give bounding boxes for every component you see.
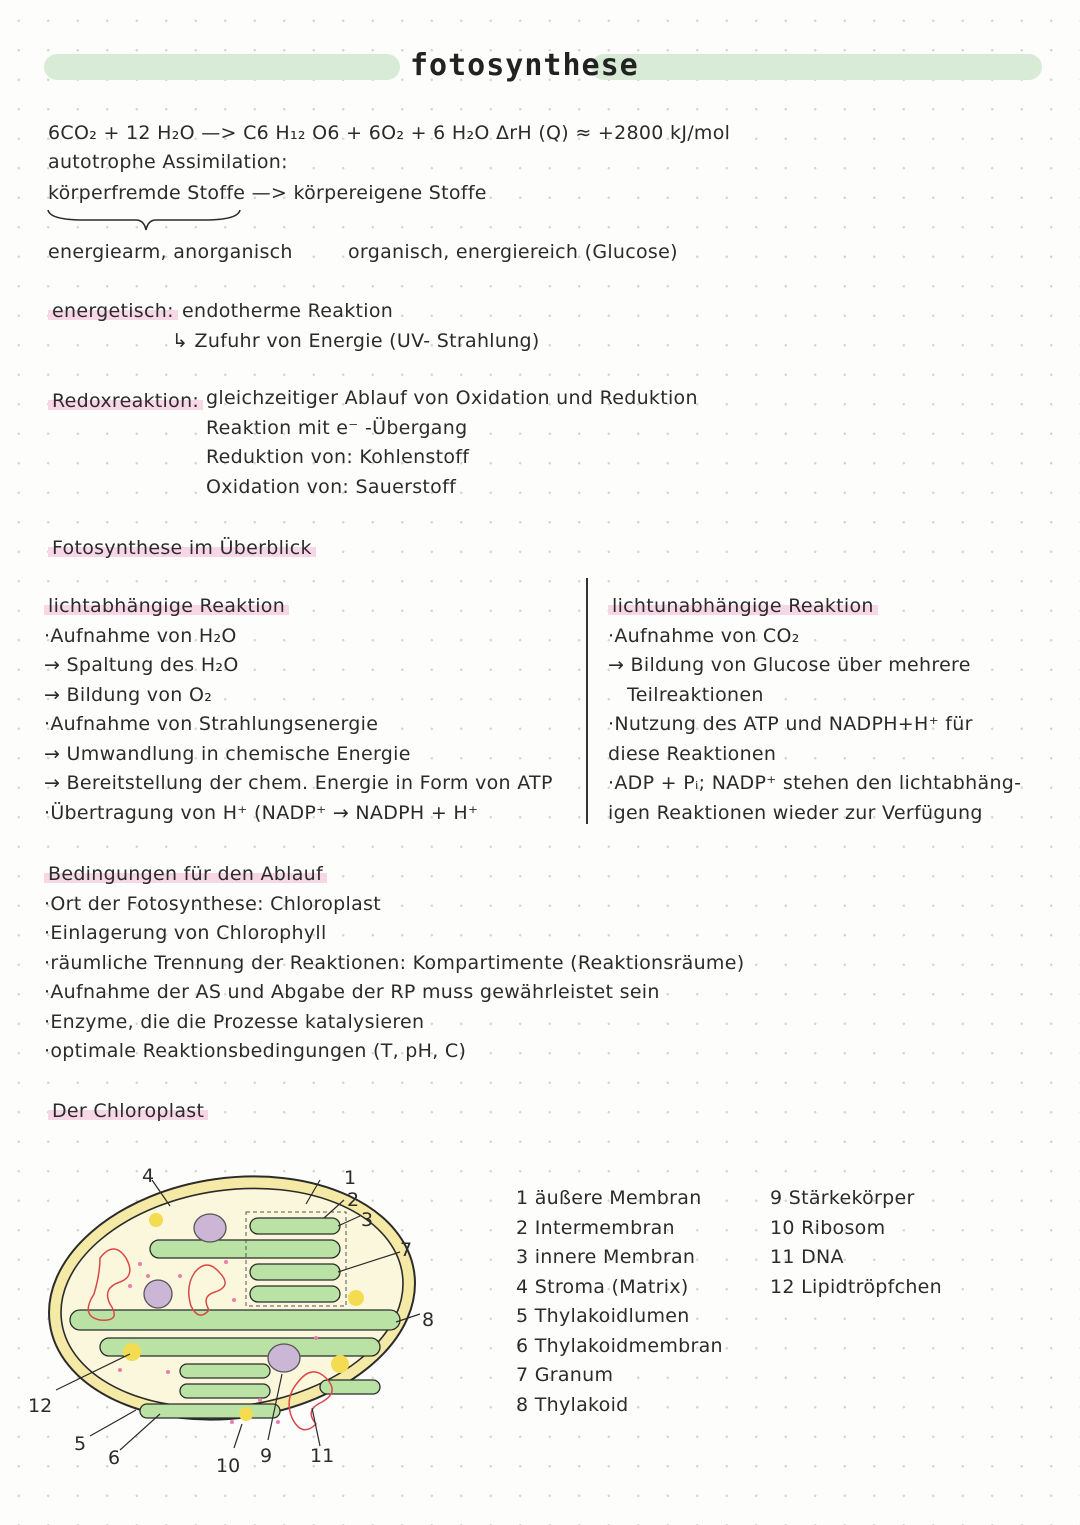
- chloroplast-heading: Der Chloroplast: [48, 1100, 208, 1122]
- chloroplast-diagram: [20, 1160, 460, 1480]
- list-item: ·Aufnahme von CO₂: [608, 624, 800, 647]
- list-item: → Bildung von Glucose über mehrere: [608, 654, 971, 676]
- diagram-number: 8: [422, 1309, 435, 1331]
- energetic-label: energetisch:: [48, 300, 178, 322]
- legend-item: 6 Thylakoidmembran: [516, 1334, 723, 1357]
- conditions-heading: Bedingungen für den Ablauf: [44, 860, 744, 890]
- legend-item: 12 Lipidtröpfchen: [770, 1275, 943, 1298]
- list-item: → Spaltung des H₂O: [44, 654, 239, 676]
- diagram-number: 4: [142, 1165, 155, 1187]
- lipid-droplet: [348, 1290, 364, 1306]
- diagram-number: 1: [344, 1167, 357, 1189]
- legend-item: 9 Stärkekörper: [770, 1187, 915, 1209]
- legend-item: 11 DNA: [770, 1246, 844, 1268]
- energy-poor-note: energiearm, anorganisch: [48, 241, 293, 263]
- redox-lines: [206, 384, 698, 502]
- energetic-text: endotherme Reaktion: [182, 300, 394, 322]
- list-item: → Umwandlung in chemische Energie: [44, 742, 411, 765]
- diagram-number: 11: [310, 1445, 335, 1467]
- thylakoid: [70, 1310, 400, 1330]
- energy-rich-note: organisch, energiereich (Glucose): [348, 241, 678, 263]
- list-item: ·räumliche Trennung der Reaktionen: Kompartimente (Reaktionsräume): [44, 951, 745, 974]
- legend-item: 7 Granum: [516, 1364, 614, 1386]
- legend-item: 8 Thylakoid: [516, 1393, 629, 1416]
- diagram-number: 12: [28, 1395, 53, 1417]
- thylakoid: [250, 1264, 340, 1280]
- substance-conversion: körperfremde Stoffe —> körpereigene Stoffe: [48, 182, 487, 204]
- redox-line: Oxidation von: Sauerstoff: [206, 475, 457, 498]
- light-independent-column: [608, 592, 1021, 828]
- legend-item: 1 äußere Membran: [516, 1187, 702, 1209]
- list-item: ·Aufnahme von Strahlungsenergie: [44, 713, 379, 735]
- diagram-number: 7: [400, 1239, 413, 1261]
- diagram-number: 2: [347, 1189, 360, 1211]
- redox-label: Redoxreaktion:: [48, 390, 203, 412]
- list-item: igen Reaktionen wieder zur Verfügung: [608, 801, 983, 824]
- header-bar-right: [591, 54, 1042, 80]
- list-item: ·Aufnahme von H₂O: [44, 624, 237, 647]
- light-dependent-heading: lichtabhängige Reaktion: [44, 592, 553, 622]
- diagram-number: 9: [260, 1445, 273, 1467]
- legend-left: [516, 1184, 723, 1420]
- page-title: fotosynthese: [410, 48, 639, 83]
- legend-item: 3 innere Membran: [516, 1246, 696, 1268]
- list-item: diese Reaktionen: [608, 742, 777, 765]
- list-item: ·ADP + Pᵢ; NADP⁺ stehen den lichtabhäng-: [608, 772, 1022, 794]
- thylakoid: [250, 1218, 340, 1234]
- lipid-droplet: [149, 1213, 163, 1227]
- energetic-sub: ↳ Zufuhr von Energie (UV- Strahlung): [172, 330, 540, 352]
- list-item: Teilreaktionen: [608, 683, 764, 706]
- list-item: ·Übertragung von H⁺ (NADP⁺ → NADPH + H⁺: [44, 801, 479, 824]
- starch-body: [144, 1280, 172, 1308]
- list-item: ·Ort der Fotosynthese: Chloroplast: [44, 892, 382, 915]
- redox-line: gleichzeitiger Ablauf von Oxidation und Reduktion: [206, 387, 698, 409]
- lipid-droplet: [123, 1343, 141, 1361]
- lipid-droplet: [331, 1355, 349, 1373]
- starch-body: [268, 1344, 300, 1372]
- thylakoid: [140, 1404, 280, 1418]
- overview-heading: Fotosynthese im Überblick: [48, 537, 316, 559]
- light-dependent-column: [44, 592, 553, 828]
- legend-item: 10 Ribosom: [770, 1216, 886, 1239]
- legend-right: [770, 1184, 942, 1302]
- redox-line: Reduktion von: Kohlenstoff: [206, 446, 470, 468]
- diagram-number: 5: [74, 1433, 87, 1455]
- conditions-section: [44, 860, 744, 1067]
- thylakoid: [250, 1286, 340, 1302]
- list-item: ·Aufnahme der AS und Abgabe der RP muss gewährleistet sein: [44, 981, 660, 1003]
- thylakoid: [150, 1240, 340, 1258]
- legend-item: 2 Intermembran: [516, 1216, 675, 1239]
- diagram-number: 10: [216, 1455, 241, 1477]
- assimilation-label: autotrophe Assimilation:: [48, 151, 288, 173]
- legend-item: 5 Thylakoidlumen: [516, 1305, 690, 1327]
- legend-item: 4 Stroma (Matrix): [516, 1275, 689, 1298]
- equation: 6CO₂ + 12 H₂O —> C6 H₁₂ O6 + 6O₂ + 6 H₂O: [48, 122, 490, 144]
- list-item: ·Einlagerung von Chlorophyll: [44, 922, 327, 944]
- diagram-number: 6: [108, 1447, 121, 1469]
- column-divider: [586, 578, 588, 824]
- diagram-number: 3: [361, 1209, 374, 1231]
- list-item: ·Enzyme, die die Prozesse katalysieren: [44, 1010, 425, 1033]
- list-item: → Bildung von O₂: [44, 683, 213, 706]
- lipid-droplet: [239, 1407, 253, 1421]
- starch-body: [194, 1214, 226, 1242]
- thylakoid: [180, 1384, 270, 1398]
- header-bar-left: [44, 54, 400, 80]
- enthalpy: ΔrH (Q) ≈ +2800 kJ/mol: [496, 122, 731, 144]
- list-item: ·Nutzung des ATP und NADPH+H⁺ für: [608, 713, 973, 735]
- light-independent-heading: lichtunabhängige Reaktion: [608, 592, 1021, 622]
- thylakoid: [100, 1338, 380, 1356]
- thylakoid: [180, 1364, 270, 1378]
- list-item: ·optimale Reaktionsbedingungen (T, pH, C): [44, 1040, 467, 1062]
- list-item: → Bereitstellung der chem. Energie in Form von ATP: [44, 772, 553, 794]
- redox-line: Reaktion mit e⁻ -Übergang: [206, 416, 468, 439]
- brace-icon: [44, 206, 244, 232]
